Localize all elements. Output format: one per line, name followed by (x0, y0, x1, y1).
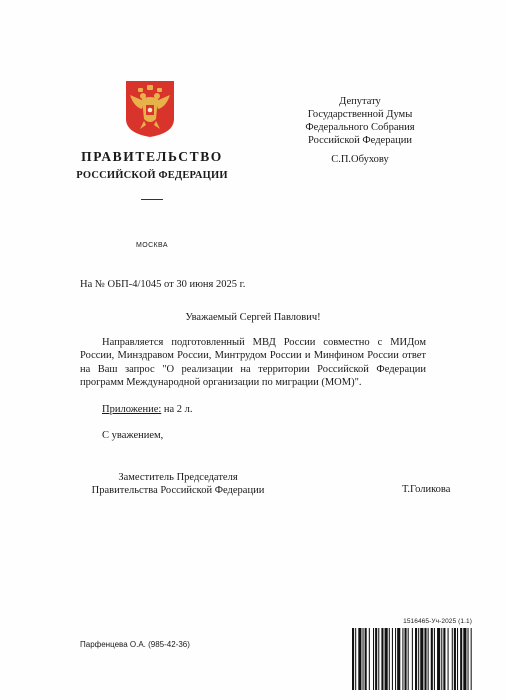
org-name-line1: ПРАВИТЕЛЬСТВО (81, 149, 223, 164)
sender-organization (72, 148, 232, 200)
coat-of-arms-icon (124, 79, 176, 139)
barcode-icon (352, 628, 472, 690)
signatory-title-line1: Заместитель Председателя (118, 472, 238, 483)
reference-number: На № ОБП-4/1045 от 30 июня 2025 г. (80, 279, 246, 290)
greeting: Уважаемый Сергей Павлович! (185, 312, 321, 323)
barcode-code: 1516465-Уч-2025 (1.1) (403, 618, 472, 625)
closing-regards: С уважением, (102, 430, 164, 441)
signatory-title (80, 471, 276, 497)
signatory-title-line2: Правительства Российской Федерации (91, 485, 265, 496)
executor-contact: Парфенцева О.А. (985-42-36) (80, 640, 190, 649)
addressee-name: С.П.Обухову (331, 154, 389, 165)
addressee-line3: Федерального Собрания (305, 122, 415, 133)
signatory-name: Т.Голикова (402, 484, 451, 495)
attachment-label: Приложение: (102, 404, 162, 415)
org-name-line2: РОССИЙСКОЙ ФЕДЕРАЦИИ (76, 170, 228, 181)
addressee-line2: Государственной Думы (307, 109, 413, 120)
addressee-line1: Депутату (339, 96, 381, 107)
org-divider (141, 199, 163, 200)
addressee-block (290, 95, 430, 166)
city-label: МОСКВА (136, 242, 168, 249)
letter-body: Направляется подготовленный МВД России совместно с МИДом России, Минздравом России, Минтрудом России и Минфином России ответ на Ваш запрос "О реализации на территории Российской Федерации программ Международной организации по миграции (МОМ)". (80, 337, 426, 389)
addressee-line4: Российской Федерации (308, 135, 412, 146)
attachment-line (102, 404, 193, 415)
attachment-value: на 2 л. (161, 404, 193, 415)
